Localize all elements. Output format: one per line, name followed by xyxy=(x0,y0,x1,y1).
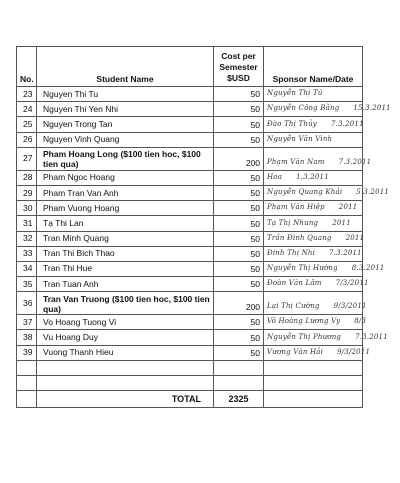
sponsor-date: 1.3.2011 xyxy=(296,172,329,181)
sponsor-signature xyxy=(267,217,351,230)
sponsor-signature xyxy=(267,118,364,131)
student-name: Pham Vuong Hoang xyxy=(37,201,214,216)
sponsor-signature xyxy=(267,262,385,275)
cost-value: 50 xyxy=(214,102,264,117)
table-row xyxy=(17,102,363,117)
table-row xyxy=(17,201,363,216)
sponsor-signature-cell xyxy=(264,201,363,216)
student-name: Tran Thi Bich Thao xyxy=(37,246,214,261)
row-number: 31 xyxy=(17,216,37,231)
sponsor-date: 7.3.2011 xyxy=(330,119,364,128)
cost-value: 50 xyxy=(214,185,264,200)
student-name: Vu Hoang Duy xyxy=(37,330,214,345)
cost-value: 50 xyxy=(214,315,264,330)
sponsor-date: 8.3.2011 xyxy=(351,264,385,273)
sponsor-signature xyxy=(267,102,391,115)
sponsor-name: Trần Đình Quang xyxy=(267,233,332,242)
sponsor-name: Nguyễn Quang Khải xyxy=(267,188,343,197)
sponsor-signature xyxy=(267,247,362,260)
table-row xyxy=(17,170,363,185)
sponsor-signature xyxy=(267,331,388,344)
cost-value: 50 xyxy=(214,201,264,216)
row-number: 33 xyxy=(17,246,37,261)
cost-value: 50 xyxy=(214,330,264,345)
row-number: 29 xyxy=(17,185,37,200)
student-name: Pham Tran Van Anh xyxy=(37,185,214,200)
sponsor-date: 9/3/2011 xyxy=(333,302,367,311)
cost-value: 50 xyxy=(214,345,264,360)
sponsor-date: 5.3.2011 xyxy=(356,188,390,197)
student-name: Tran Tuan Anh xyxy=(37,277,214,292)
sponsor-signature-cell xyxy=(264,170,363,185)
row-number: 30 xyxy=(17,201,37,216)
table-row xyxy=(17,117,363,132)
sponsor-name: Nguyễn Văn Vinh xyxy=(267,134,333,143)
header-no: No. xyxy=(17,47,37,87)
table-row xyxy=(17,87,363,102)
header-cost-line2: Semester xyxy=(219,62,258,72)
row-number: 28 xyxy=(17,170,37,185)
cost-value: 50 xyxy=(214,170,264,185)
sponsor-signature-cell xyxy=(264,277,369,292)
row-number: 34 xyxy=(17,261,37,276)
sponsor-date: 7.3.2011 xyxy=(338,157,372,166)
sponsor-date: 7.3.2011 xyxy=(355,332,388,341)
cost-value: 50 xyxy=(214,216,264,231)
sponsor-name: Nguyễn Thị Hường xyxy=(267,264,338,273)
sponsor-date: 8/3 xyxy=(354,317,367,326)
sponsor-signature-cell xyxy=(264,132,363,147)
sponsor-signature xyxy=(267,201,357,214)
sponsorship-sheet xyxy=(16,46,391,420)
row-number: 23 xyxy=(17,87,37,102)
cost-value: 50 xyxy=(214,261,264,276)
row-number: 24 xyxy=(17,102,37,117)
sponsor-signature-cell xyxy=(264,216,363,231)
sponsor-name: Đinh Thị Nhi xyxy=(267,248,316,257)
blank-row xyxy=(17,360,363,375)
cost-value: 200 xyxy=(214,147,264,170)
student-name: Nguyen Trong Tan xyxy=(37,117,214,132)
header-cost xyxy=(214,47,264,87)
sponsor-name: Võ Hoàng Lương Vy xyxy=(267,317,341,326)
total-label: TOTAL xyxy=(37,391,214,408)
row-number: 32 xyxy=(17,231,37,246)
row-number: 36 xyxy=(17,292,37,315)
cost-value: 200 xyxy=(214,292,264,315)
student-name: Vuong Thanh Hieu xyxy=(37,345,214,360)
sponsor-name: Nguyễn Thị Phương xyxy=(267,332,342,341)
cost-value: 50 xyxy=(214,246,264,261)
student-name: Tran Van Truong ($100 tien hoc, $100 tien qua) xyxy=(37,292,214,315)
sponsor-signature xyxy=(267,232,364,245)
sponsor-name: Tạ Thị Nhung xyxy=(267,218,319,227)
sponsor-date: 2011 xyxy=(345,233,365,242)
sponsor-date: 7/3/2011 xyxy=(335,279,369,288)
cost-value: 50 xyxy=(214,87,264,102)
table-row xyxy=(17,216,363,231)
sponsor-signature-cell xyxy=(264,185,390,200)
header-cost-line3: $USD xyxy=(227,73,250,83)
table-row xyxy=(17,292,363,315)
sponsor-signature-cell xyxy=(264,261,385,276)
row-number: 37 xyxy=(17,315,37,330)
row-number: 25 xyxy=(17,117,37,132)
row-number: 38 xyxy=(17,330,37,345)
sponsor-signature xyxy=(267,171,329,184)
cost-value: 50 xyxy=(214,231,264,246)
sponsor-signature xyxy=(267,87,337,100)
sponsor-date: 2011 xyxy=(338,203,358,212)
sponsor-signature-cell xyxy=(264,292,367,315)
cost-value: 50 xyxy=(214,277,264,292)
sponsor-name: Vương Văn Hải xyxy=(267,347,324,356)
sponsor-name: Nguyễn Thị Tú xyxy=(267,89,323,98)
student-name: Nguyen Thi Yen Nhi xyxy=(37,102,214,117)
sponsor-name: Hoa xyxy=(267,172,283,181)
sponsor-signature xyxy=(267,186,389,199)
row-number: 39 xyxy=(17,345,37,360)
table-row xyxy=(17,330,363,345)
sponsor-signature-cell xyxy=(264,330,388,345)
student-name: Vo Hoang Tuong Vi xyxy=(37,315,214,330)
sponsor-date: 9/3/2011 xyxy=(337,347,371,356)
student-name: Pham Hoang Long ($100 tien hoc, $100 tien qua) xyxy=(37,147,214,170)
sponsor-date: 2011 xyxy=(332,218,351,227)
student-name: Nguyen Thi Tu xyxy=(37,87,214,102)
sponsor-signature xyxy=(267,277,369,290)
sponsor-signature xyxy=(267,315,366,328)
student-name: Tạ Thi Lan xyxy=(37,216,214,231)
header-sponsor: Sponsor Name/Date xyxy=(264,47,363,87)
row-number: 26 xyxy=(17,132,37,147)
table-row xyxy=(17,246,363,261)
sponsor-name: Phạm Văn Nam xyxy=(267,157,325,166)
table-row xyxy=(17,132,363,147)
sponsor-name: Đào Thị Thủy xyxy=(267,119,317,128)
student-name: Tran Minh Quang xyxy=(37,231,214,246)
row-number: 27 xyxy=(17,147,37,170)
table-row xyxy=(17,231,363,246)
sponsor-date: 15.3.2011 xyxy=(353,104,391,113)
row-number: 35 xyxy=(17,277,37,292)
table-row xyxy=(17,185,363,200)
sponsor-signature-cell xyxy=(264,87,363,102)
sponsor-signature-cell xyxy=(264,246,363,261)
table-row xyxy=(17,261,363,276)
table-row xyxy=(17,315,363,330)
sponsor-name: Nguyễn Công Bằng xyxy=(267,104,340,113)
sponsor-signature-cell xyxy=(264,231,363,246)
student-name: Tran Thi Hue xyxy=(37,261,214,276)
sponsor-signature xyxy=(267,133,346,146)
sponsor-name: Phạm Văn Hiệp xyxy=(267,203,325,212)
sponsor-signature-cell xyxy=(264,102,391,117)
cost-value: 50 xyxy=(214,132,264,147)
header-student-name: Student Name xyxy=(37,47,214,87)
sponsor-signature-cell xyxy=(264,117,363,132)
table-footer xyxy=(17,360,363,407)
blank-row xyxy=(17,376,363,391)
table-body xyxy=(17,87,391,361)
student-table xyxy=(16,46,391,408)
sponsor-name: Lại Thị Cường xyxy=(267,302,320,311)
sponsor-signature-cell xyxy=(264,147,372,170)
sponsor-signature xyxy=(267,346,370,359)
sponsor-signature-cell xyxy=(264,345,371,360)
total-row xyxy=(17,391,363,408)
total-value: 2325 xyxy=(214,391,264,408)
sponsor-date: 7.3.2011 xyxy=(329,248,362,257)
cost-value: 50 xyxy=(214,117,264,132)
student-name: Pham Ngoc Hoang xyxy=(37,170,214,185)
table-row xyxy=(17,147,363,170)
sponsor-name: Đoàn Văn Lâm xyxy=(267,279,322,288)
table-row xyxy=(17,277,363,292)
table-row xyxy=(17,345,363,360)
sponsor-signature xyxy=(267,156,371,169)
header-cost-line1: Cost per xyxy=(221,51,256,61)
sponsor-signature-cell xyxy=(264,315,367,330)
student-name: Nguyen Vinh Quang xyxy=(37,132,214,147)
sponsor-signature xyxy=(267,300,367,313)
